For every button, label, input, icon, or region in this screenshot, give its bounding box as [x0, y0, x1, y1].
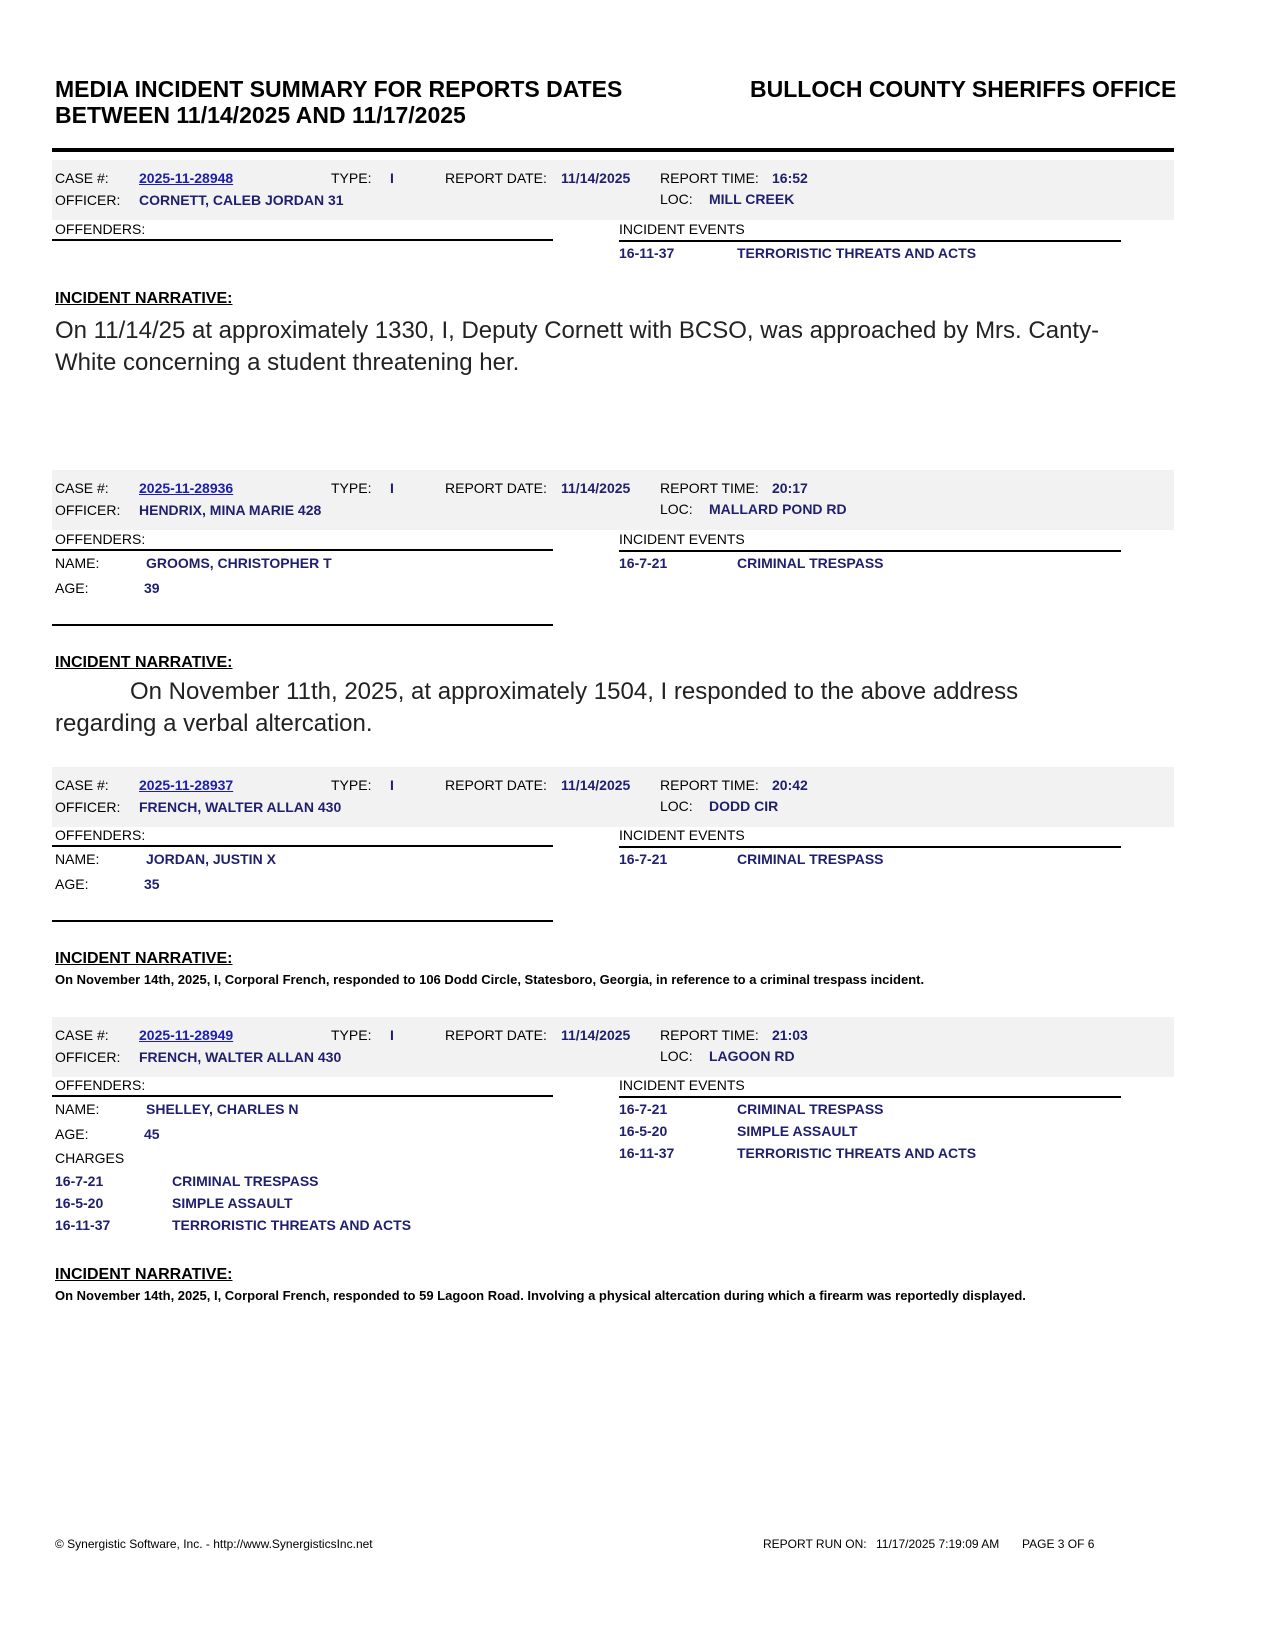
offender-age: 39: [144, 580, 160, 596]
loc-value: MALLARD POND RD: [709, 501, 847, 517]
event-code: 16-11-37: [619, 1145, 675, 1161]
offenders-label: OFFENDERS:: [55, 221, 146, 237]
narrative-text: On November 14th, 2025, I, Corporal French, responded to 106 Dodd Circle, Statesboro, Georgia, in reference to a criminal trespass incident.: [55, 972, 925, 987]
report-date-value: 11/14/2025: [561, 480, 631, 496]
charge-code: 16-11-37: [55, 1217, 111, 1233]
incident-events-label: INCIDENT EVENTS: [619, 531, 745, 547]
case-header-band: [52, 470, 1174, 530]
report-time-label: REPORT TIME:: [660, 777, 759, 793]
case-number-link[interactable]: 2025-11-28936: [139, 480, 234, 496]
case-header-band: [52, 767, 1174, 827]
report-date-label: REPORT DATE:: [445, 170, 547, 186]
case-header-band: [52, 160, 1174, 220]
charge-description: TERRORISTIC THREATS AND ACTS: [172, 1217, 412, 1233]
event-code: 16-7-21: [619, 851, 668, 867]
officer-label: OFFICER:: [55, 502, 121, 518]
narrative-heading: INCIDENT NARRATIVE:: [55, 654, 233, 671]
report-run-value: 11/17/2025 7:19:09 AM: [876, 1537, 1000, 1551]
charge-description: SIMPLE ASSAULT: [172, 1195, 293, 1211]
type-value: I: [390, 777, 394, 793]
event-description: CRIMINAL TRESPASS: [737, 555, 884, 571]
loc-value: DODD CIR: [709, 798, 779, 814]
narrative-heading: INCIDENT NARRATIVE:: [55, 950, 233, 967]
case-number-link[interactable]: 2025-11-28948: [139, 170, 234, 186]
officer-label: OFFICER:: [55, 799, 121, 815]
report-run-label: REPORT RUN ON:: [763, 1537, 867, 1551]
offender-name: GROOMS, CHRISTOPHER T: [146, 555, 332, 571]
loc-label: LOC:: [660, 191, 693, 207]
offenders-divider: [52, 239, 553, 241]
loc-label: LOC:: [660, 1048, 693, 1064]
type-label: TYPE:: [331, 480, 372, 496]
officer-value: HENDRIX, MINA MARIE 428: [139, 502, 322, 518]
case-header-band: [52, 1017, 1174, 1077]
report-time-label: REPORT TIME:: [660, 170, 759, 186]
report-date-value: 11/14/2025: [561, 777, 631, 793]
officer-label: OFFICER:: [55, 192, 121, 208]
charge-description: CRIMINAL TRESPASS: [172, 1173, 319, 1189]
page-number: PAGE 3 OF 6: [1022, 1537, 1095, 1551]
narrative-heading: INCIDENT NARRATIVE:: [55, 290, 233, 307]
charges-label: CHARGES: [55, 1150, 125, 1166]
event-description: CRIMINAL TRESPASS: [737, 1101, 884, 1117]
events-divider: [619, 846, 1121, 848]
report-date-label: REPORT DATE:: [445, 1027, 547, 1043]
incident-events-label: INCIDENT EVENTS: [619, 827, 745, 843]
type-value: I: [390, 480, 394, 496]
footer-copyright: © Synergistic Software, Inc. - http://www.SynergisticsInc.net: [55, 1537, 373, 1551]
officer-value: FRENCH, WALTER ALLAN 430: [139, 1049, 342, 1065]
event-code: 16-5-20: [619, 1123, 668, 1139]
name-label: NAME:: [55, 1101, 100, 1117]
officer-value: FRENCH, WALTER ALLAN 430: [139, 799, 342, 815]
charge-code: 16-5-20: [55, 1195, 104, 1211]
case-number-link[interactable]: 2025-11-28937: [139, 777, 234, 793]
offender-name: SHELLEY, CHARLES N: [146, 1101, 299, 1117]
type-label: TYPE:: [331, 170, 372, 186]
offender-age: 45: [144, 1126, 160, 1142]
narrative-text: On November 14th, 2025, I, Corporal French, responded to 59 Lagoon Road. Involving a physical altercation during which a firearm was reportedly displayed.: [55, 1288, 1026, 1303]
narrative-text: On November 11th, 2025, at approximately 1504, I responded to the above address regarding a verbal altercation.: [55, 678, 1019, 737]
loc-value: MILL CREEK: [709, 191, 795, 207]
incident-events-label: INCIDENT EVENTS: [619, 221, 745, 237]
event-description: SIMPLE ASSAULT: [737, 1123, 858, 1139]
offenders-divider: [52, 845, 553, 847]
report-date-label: REPORT DATE:: [445, 777, 547, 793]
report-time-label: REPORT TIME:: [660, 1027, 759, 1043]
header-divider: [52, 148, 1174, 152]
charge-code: 16-7-21: [55, 1173, 104, 1189]
type-label: TYPE:: [331, 777, 372, 793]
offenders-label: OFFENDERS:: [55, 531, 146, 547]
offenders-divider: [52, 1095, 553, 1097]
loc-label: LOC:: [660, 501, 693, 517]
event-code: 16-7-21: [619, 1101, 668, 1117]
offender-name: JORDAN, JUSTIN X: [146, 851, 276, 867]
name-label: NAME:: [55, 555, 100, 571]
age-label: AGE:: [55, 1126, 89, 1142]
report-date-value: 11/14/2025: [561, 1027, 631, 1043]
report-time-value: 16:52: [772, 170, 808, 186]
report-time-value: 20:17: [772, 480, 808, 496]
case-number-link[interactable]: 2025-11-28949: [139, 1027, 234, 1043]
event-description: CRIMINAL TRESPASS: [737, 851, 884, 867]
agency-name: BULLOCH COUNTY SHERIFFS OFFICE: [750, 76, 1177, 102]
offenders-label: OFFENDERS:: [55, 827, 146, 843]
loc-label: LOC:: [660, 798, 693, 814]
offenders-label: OFFENDERS:: [55, 1077, 146, 1093]
type-label: TYPE:: [331, 1027, 372, 1043]
offender-age: 35: [144, 876, 160, 892]
type-value: I: [390, 170, 394, 186]
narrative-heading: INCIDENT NARRATIVE:: [55, 1266, 233, 1283]
report-time-value: 20:42: [772, 777, 808, 793]
event-description: TERRORISTIC THREATS AND ACTS: [737, 1145, 977, 1161]
name-label: NAME:: [55, 851, 100, 867]
case-number-label: CASE #:: [55, 480, 109, 496]
loc-value: LAGOON RD: [709, 1048, 795, 1064]
events-divider: [619, 550, 1121, 552]
incident-events-label: INCIDENT EVENTS: [619, 1077, 745, 1093]
report-time-label: REPORT TIME:: [660, 480, 759, 496]
age-label: AGE:: [55, 876, 89, 892]
event-code: 16-7-21: [619, 555, 668, 571]
case-number-label: CASE #:: [55, 170, 109, 186]
offenders-divider: [52, 549, 553, 551]
type-value: I: [390, 1027, 394, 1043]
narrative-text: On 11/14/25 at approximately 1330, I, Deputy Cornett with BCSO, was approached by Mrs. Canty-White concerning a student threatening her.: [55, 317, 1100, 376]
event-code: 16-11-37: [619, 245, 675, 261]
officer-value: CORNETT, CALEB JORDAN 31: [139, 192, 344, 208]
case-number-label: CASE #:: [55, 1027, 109, 1043]
events-divider: [619, 1096, 1121, 1098]
report-time-value: 21:03: [772, 1027, 808, 1043]
report-title: MEDIA INCIDENT SUMMARY FOR REPORTS DATES BETWEEN 11/14/2025 AND 11/17/2025: [55, 76, 623, 128]
officer-label: OFFICER:: [55, 1049, 121, 1065]
age-label: AGE:: [55, 580, 89, 596]
offender-block-end-divider: [52, 920, 553, 922]
offender-block-end-divider: [52, 624, 553, 626]
report-date-value: 11/14/2025: [561, 170, 631, 186]
report-date-label: REPORT DATE:: [445, 480, 547, 496]
event-description: TERRORISTIC THREATS AND ACTS: [737, 245, 977, 261]
events-divider: [619, 240, 1121, 242]
case-number-label: CASE #:: [55, 777, 109, 793]
